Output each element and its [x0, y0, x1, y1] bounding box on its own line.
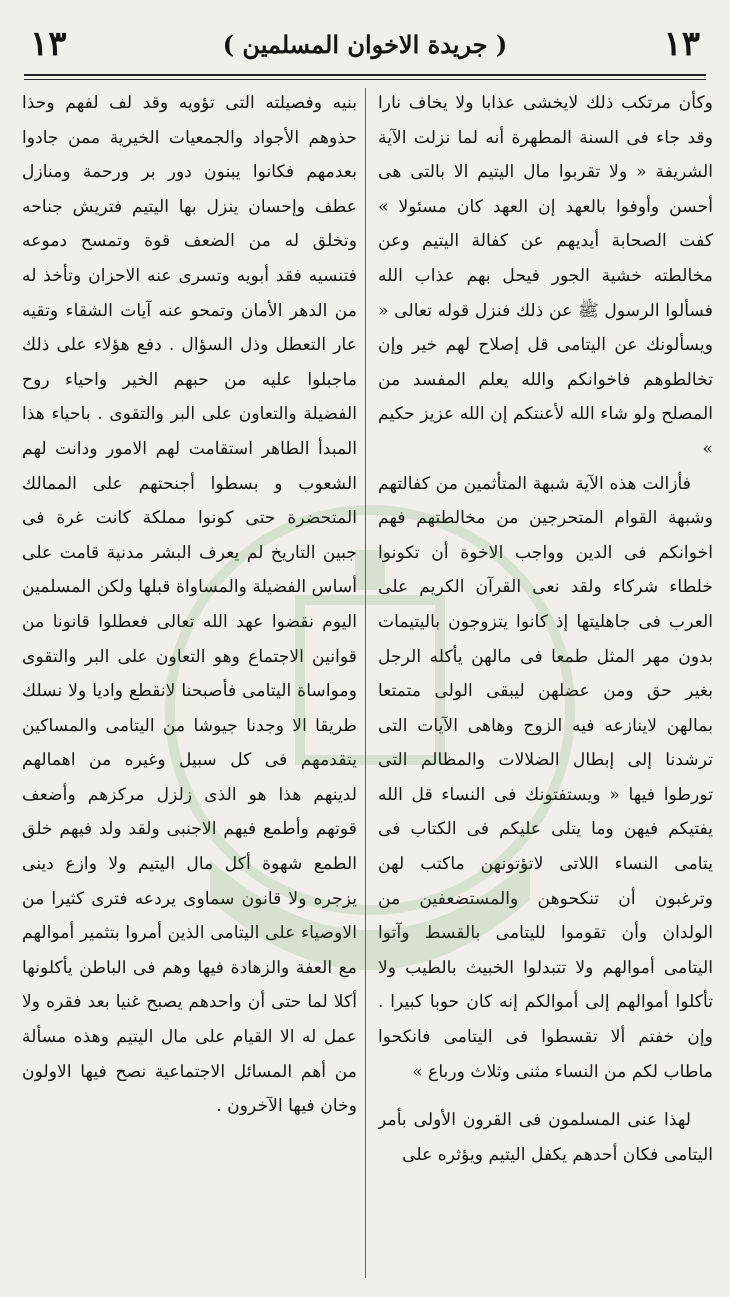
column-divider [365, 88, 366, 1278]
header-rule [24, 74, 706, 76]
right-column [378, 86, 713, 1286]
page-header [30, 14, 700, 74]
right-paragraph-1: وكأن مرتكب ذلك لايخشى عذابا ولا يخاف نارا وقد جاء فى السنة المطهرة أنه لما نزلت الآية الشريفة « ولا تقربوا مال اليتيم الا بالتى هى أحسن وأوفوا بالعهد إن العهد كان مسئولا » كفت الصحابة أيديهم عن كفالة اليتيم وعن مخالطته خشية الجور فيحل بهم عذاب الله فسألوا الرسول ﷺ عن ذلك فنزل قوله تعالى « ويسألونك عن اليتامى قل إصلاح لهم خير وإن تخالطوهم فاخوانكم والله يعلم المفسد من المصلح ولو شاء الله لأعنتكم إن الله عزيز حكيم » [378, 93, 713, 459]
page-number-right: ١٣ [663, 24, 700, 64]
newspaper-title: ( جريدة الاخوان المسلمين ) [222, 29, 508, 59]
right-paragraph-3: لهذا عنى المسلمون فى القرون الأولى بأمر اليتامى فكان أحدهم يكفل اليتيم ويؤثره على [378, 1110, 713, 1165]
left-column [22, 86, 357, 1286]
right-paragraph-2: فأزالت هذه الآية شبهة المتأثمين من كفالتهم وشبهة القوام المتحرجين من مخالطتهم فهم اخوانكم فى الدين وواجب الاخوة أن تكونوا خلطاء شركاء ولقد نعى القرآن الكريم على العرب فى جاهليتها إذ كانوا يتزوجون باليتيمات بدون مهر المثل طمعا فى مالهن يأكله الرجل بغير حق ومن عضلهن ليبقى الولى متمتعا بمالهن لاينازعه فيه الزوج وهاهى الآيات التى ترشدنا إلى إبطال الضلالات والمظالم التى تورطوا فيها « ويستفتونك فى النساء قل الله يفتيكم فيهن وما يتلى عليكم فى الكتاب فى يتامى النساء اللاتى لاتؤتونهن ماكتب لهن وترغبون أن تنكحوهن والمستضعفين من الولدان وأن تقوموا لليتامى بالقسط وآتوا اليتامى أموالهم ولا تتبدلوا الخبيث بالطيب ولا تأكلوا أموالهم إلى أموالكم إنه كان حوبا كبيرا . وإن خفتم ألا تقسطوا فى اليتامى فانكحوا ماطاب لكم من النساء مثنى وثلاث ورباع » [378, 473, 713, 1082]
left-paragraph-1: بنيه وفصيلته التى تؤويه وقد لف لفهم وحذا حذوهم الأجواد والجمعيات الخيرية ممن جادوا بعدمهم فكانوا يبنون دور بر ورحمة ومنازل عطف وإحسان ينزل بها اليتيم فتريش جناحه وتخلق له من الضعف قوة وتمسح دموعه فتنسيه فقد أبويه وتسرى عنه الاحزان وتأخذ له من الدهر الأمان وتمحو عنه آيات الشقاء وتقيه عار التعطل وذل السؤال . دفع هؤلاء على ذلك ماجبلوا عليه من حبهم الخير واحياء روح الفضيلة والتعاون على البر والتقوى . باحياء هذا المبدأ الطاهر استقامت لهم الامور ودانت لهم الشعوب و بسطوا أجنحتهم على الممالك المتحضرة حتى كونوا مملكة كانت غرة فى جبين التاريخ لم يعرف البشر مدنية قامت على أساس الفضيلة والمساواة قبلها ولكن المسلمين اليوم نقضوا عهد الله تعالى فعطلوا قانونا من قوانين الاجتماع وهو التعاون على البر والتقوى ومواساة اليتامى فأصبحنا لانقطع واديا ولا نسلك طريقا الا وجدنا جيوشا من اليتامى والمساكين يتقدمهم فى كل سبيل وغيره من اهمالهم لدينهم هذا هو الذى زلزل مركزهم وأضعف قوتهم وأطمع فيهم الاجنبى ولقد ولد فيهم خلق الطمع شهوة أكل مال اليتيم ولا وازع دينى يزجره ولا قانون سماوى يردعه فترى كثيرا من الاوصياء على اليتامى الذين أمروا بتثمير أموالهم مع العفة والزهادة فيها وهم فى الباطن يأكلونها أكلا لما حتى أن واحدهم يصبح غنيا بعد فقره ولا عمل له الا القيام على مال اليتيم وهذه مسألة من أهم المسائل الاجتماعية نصح فيها الاولون وخان فيها الآخرون . [22, 93, 357, 1117]
page-number-left: ١٣ [30, 24, 67, 64]
header-rule-thin [24, 79, 706, 80]
